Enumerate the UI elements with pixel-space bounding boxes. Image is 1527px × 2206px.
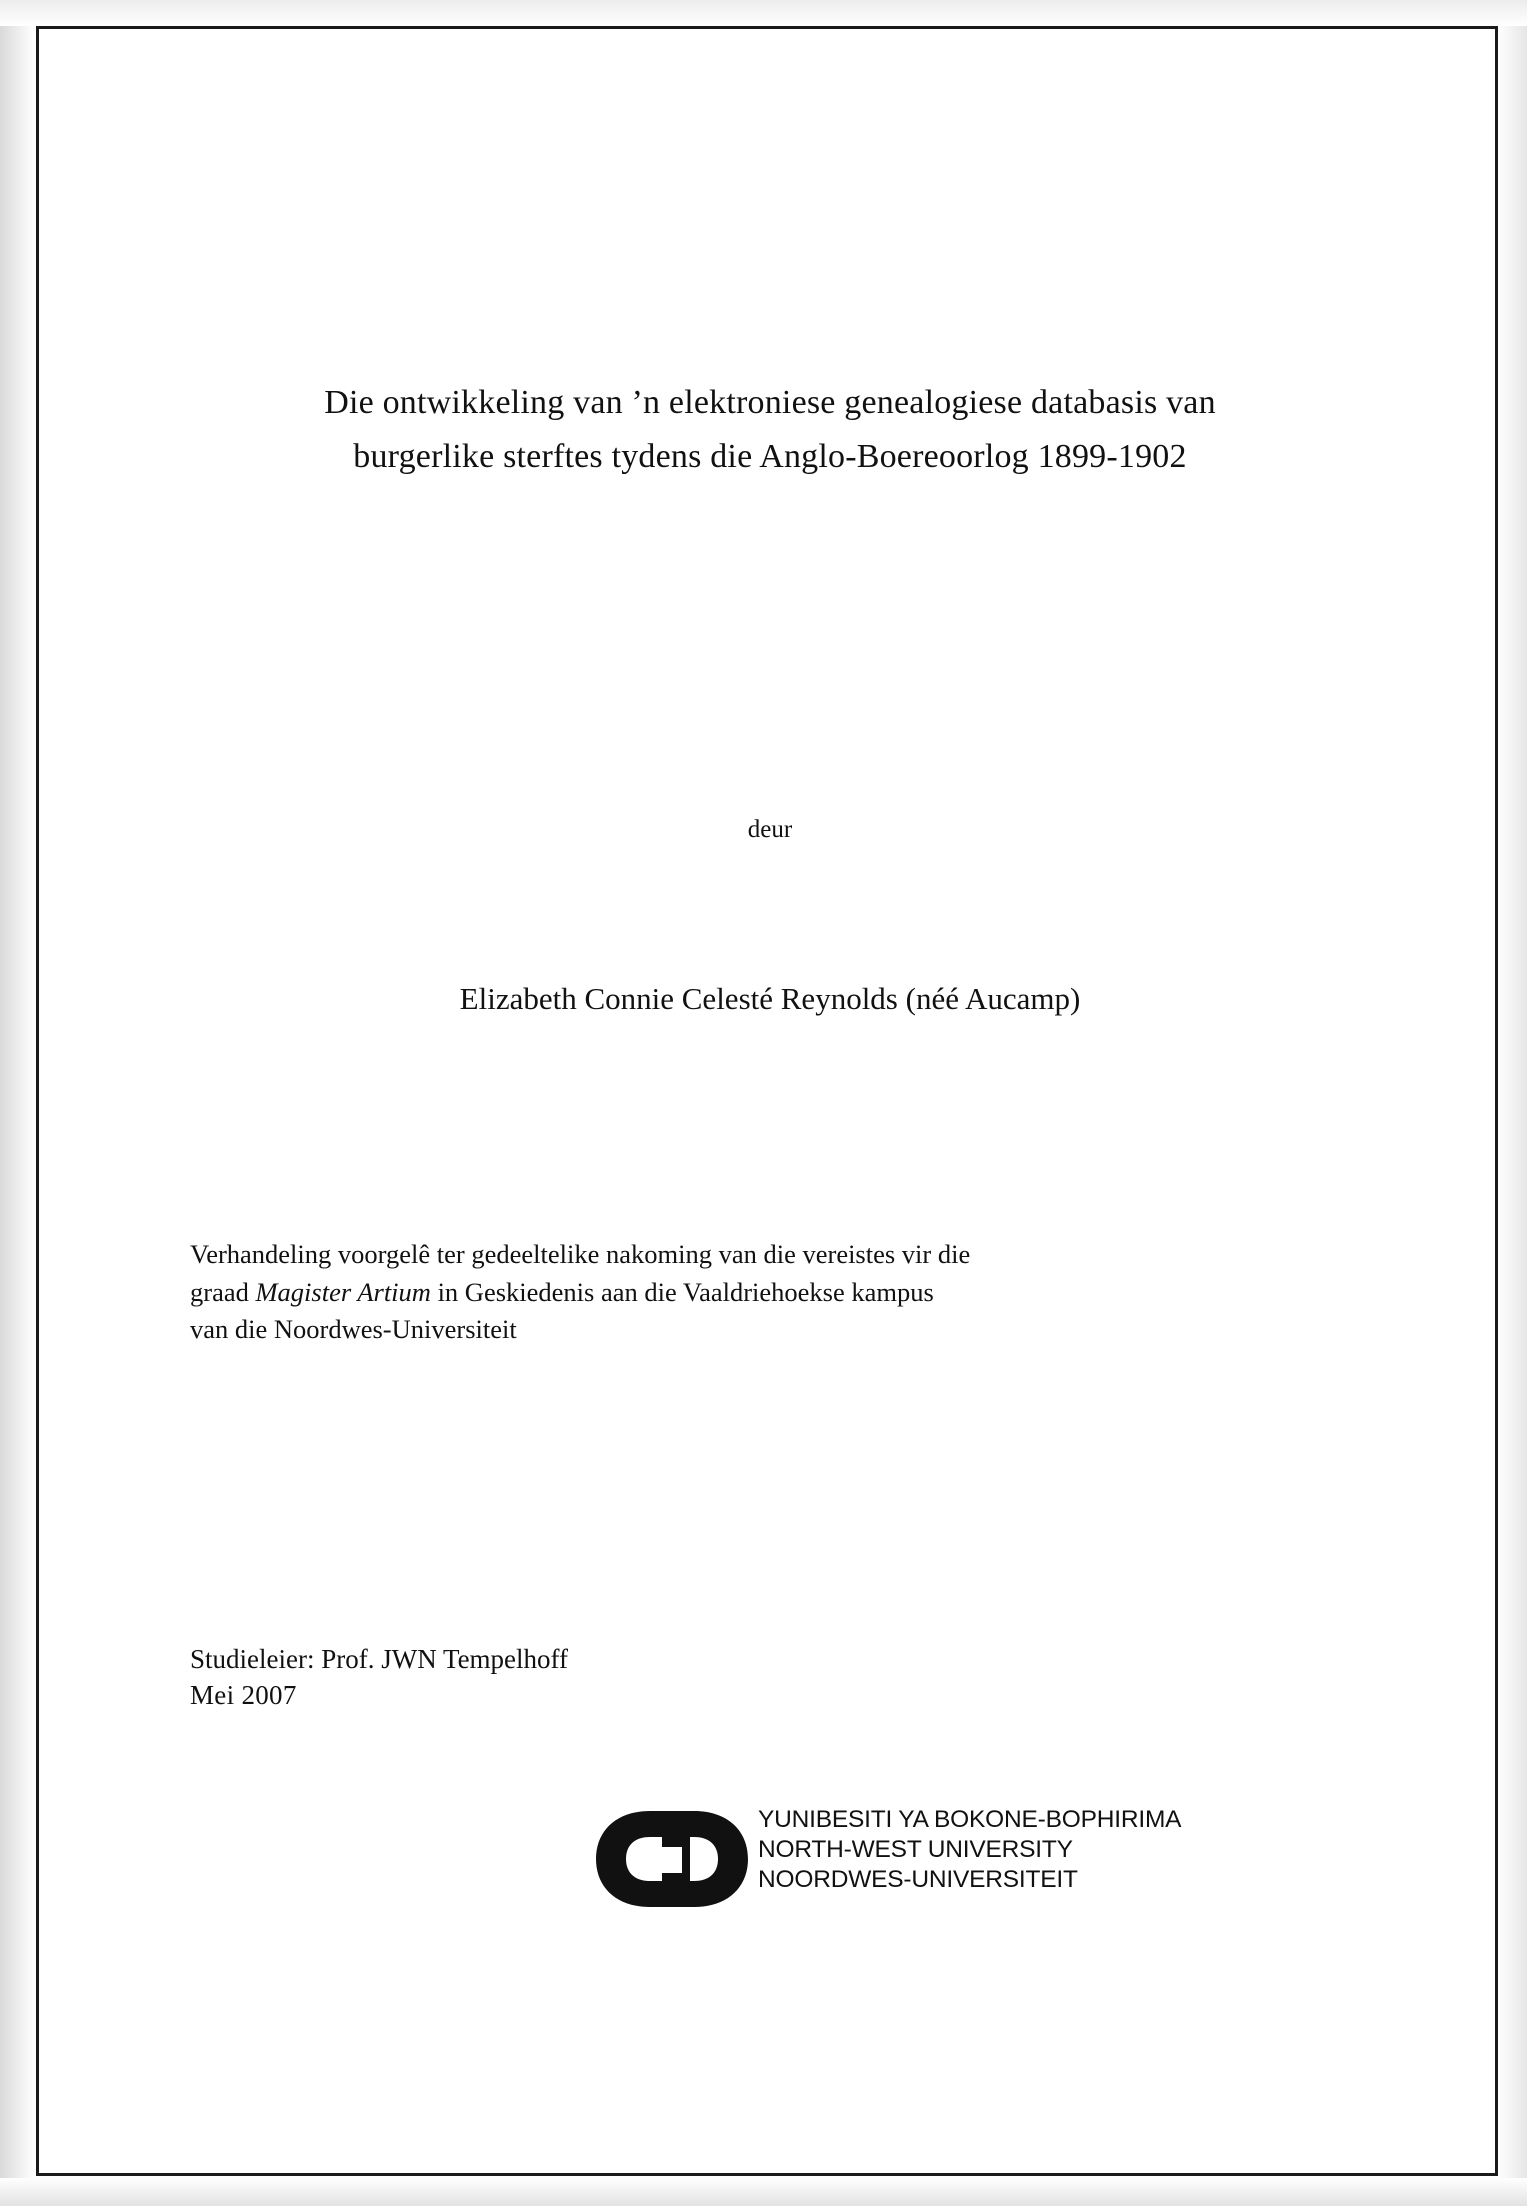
date-line: Mei 2007	[190, 1680, 297, 1711]
supervisor-line: Studieleier: Prof. JWN Tempelhoff	[190, 1644, 569, 1674]
university-logo	[590, 1801, 1230, 1921]
north-west-university-logo-icon	[590, 1807, 780, 1911]
supervisor-block	[190, 1641, 1090, 1714]
by-word: deur	[747, 816, 793, 843]
page-title	[186, 376, 1354, 485]
scan-edge-bottom	[0, 2178, 1527, 2206]
title-line-2: burgerlike sterftes tydens die Anglo-Boereoorlog 1899-1902	[353, 438, 1187, 476]
title-line-1: Die ontwikkeling van ’n elektroniese genealogiese databasis van	[324, 384, 1216, 421]
scan-edge-top	[0, 0, 1527, 26]
scan-edge-left	[0, 0, 34, 2206]
logo-text-line-3: NOORDWES-UNIVERSITEIT	[758, 1865, 1078, 1893]
degree-statement	[190, 1236, 1350, 1349]
statement-line-2-prefix: graad	[190, 1276, 256, 1307]
logo-text-line-1: YUNIBESITI YA BOKONE-BOPHIRIMA	[758, 1806, 1182, 1833]
logo-text-line-2: NORTH-WEST UNIVERSITY	[758, 1835, 1073, 1863]
university-logo-text	[758, 1805, 1181, 1895]
author-name: Elizabeth Connie Celesté Reynolds (néé Aucamp)	[459, 981, 1081, 1016]
statement-line-3: van die Noordwes-Universiteit	[190, 1314, 517, 1345]
degree-name: Magister Artium	[255, 1276, 431, 1307]
statement-line-2	[190, 1274, 1350, 1312]
scan-edge-right	[1497, 0, 1527, 2206]
statement-line-1: Verhandeling voorgelê ter gedeeltelike nakoming van die vereistes vir die	[190, 1239, 971, 1269]
title-page-content	[160, 26, 1380, 2176]
statement-line-2-suffix: in Geskiedenis aan die Vaaldriehoekse kampus	[430, 1276, 934, 1307]
